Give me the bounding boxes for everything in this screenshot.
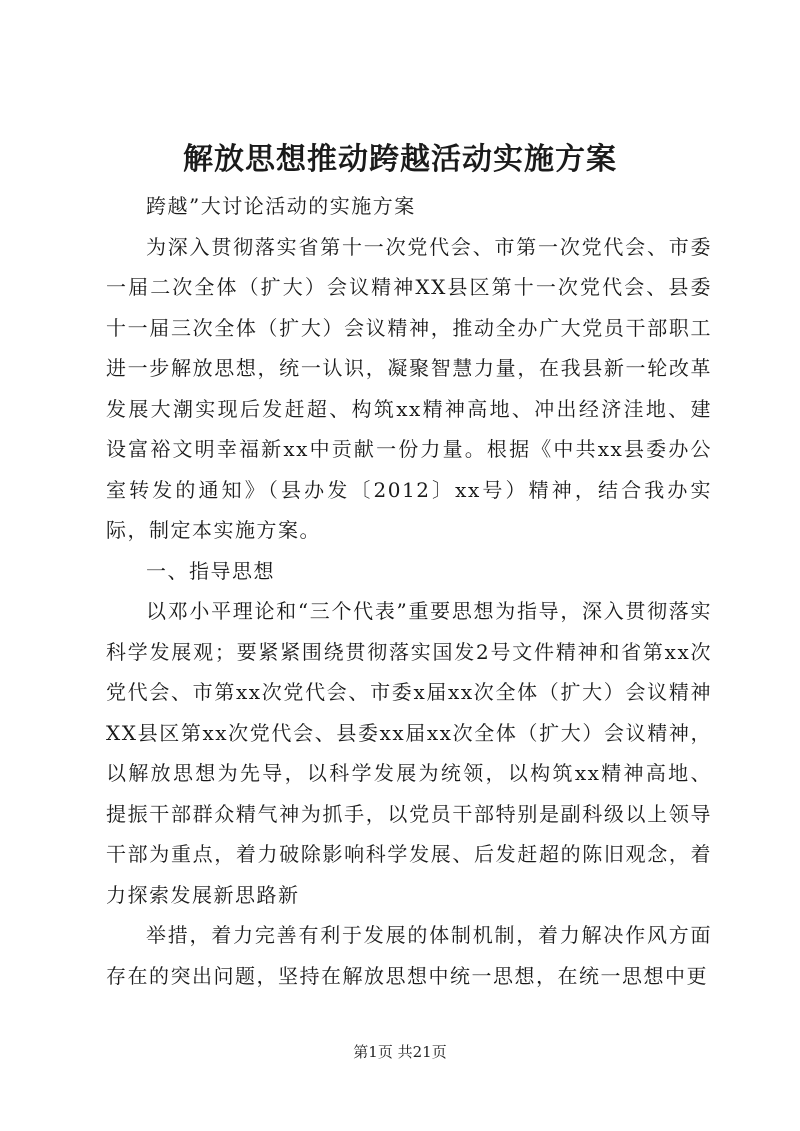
document-title: 解放思想推动跨越活动实施方案 [183, 142, 617, 177]
page-number-footer: 第1页 共21页 [353, 1043, 447, 1061]
section-heading-guiding-thought: 一、指导思想 [146, 558, 275, 583]
continuation-paragraph: 举措，着力完善有利于发展的体制机制，着力解决作风方面存在的突出问题，坚持在解放思想中统一思想，在统一思想中更 [106, 923, 712, 988]
guiding-thought-paragraph: 以邓小平理论和“三个代表”重要思想为指导，深入贯彻落实科学发展观；要紧紧围绕贯彻落实国发2号文件精神和省第xx次党代会、市第xx次党代会、市委x届xx次全体（扩大）会议精神XX县区第xx次党代会、县委xx届xx次全体（扩大）会议精神，以解放思想为先导，以科学发展为统领，以构筑xx精神高地、提振干部群众精气神为抓手，以党员干部特别是副科级以上领导干部为重点，着力破除影响科学发展、后发赶超的陈旧观念，着力探索发展新思路新 [106, 599, 712, 907]
subtitle-paragraph: 跨越”大讨论活动的实施方案 [146, 194, 416, 218]
document-body [106, 186, 712, 996]
intro-paragraph: 为深入贯彻落实省第十一次党代会、市第一次党代会、市委一届二次全体（扩大）会议精神XX县区第十一次党代会、县委十一届三次全体（扩大）会议精神，推动全办广大党员干部职工进一步解放思想，统一认识，凝聚智慧力量，在我县新一轮改革发展大潮实现后发赶超、构筑xx精神高地、冲出经济洼地、建设富裕文明幸福新xx中贡献一份力量。根据《中共xx县委办公室转发的通知》（县办发〔2012〕xx号）精神，结合我办实际，制定本实施方案。 [106, 234, 712, 542]
